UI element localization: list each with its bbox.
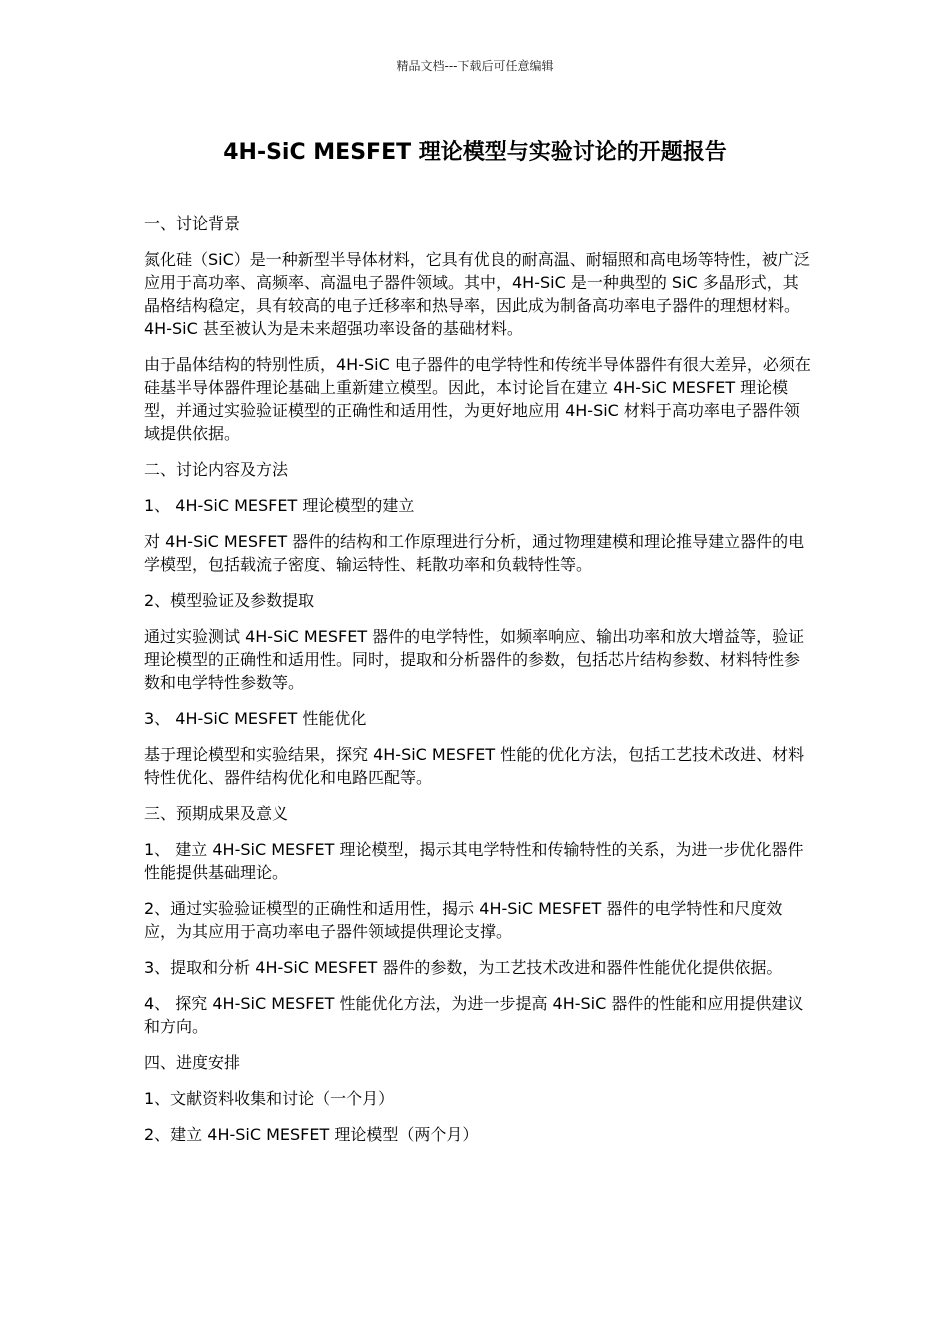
- schedule-item-1: 1、文献资料收集和讨论（一个月）: [144, 1089, 395, 1108]
- section-heading-expected-results: 三、预期成果及意义: [144, 804, 289, 823]
- model-building-paragraph: 对 4H-SiC MESFET 器件的结构和工作原理进行分析，通过物理建模和理论推导建立器件的电学模型，包括载流子密度、输运特性、耗散功率和负载特性等。: [144, 532, 805, 574]
- performance-optimization-paragraph: 基于理论模型和实验结果，探究 4H-SiC MESFET 性能的优化方法，包括工艺技术改进、材料特性优化、器件结构优化和电路匹配等。: [144, 745, 805, 787]
- subheading-model-building: 1、 4H-SiC MESFET 理论模型的建立: [144, 496, 415, 515]
- background-paragraph-2: 由于晶体结构的特别性质，4H-SiC 电子器件的电学特性和传统半导体器件有很大差异，必须在硅基半导体器件理论基础上重新建立模型。因此，本讨论旨在建立 4H-SiC MESFET 理论模型，并通过实验验证模型的正确性和适用性，为更好地应用 4H-SiC 材料于高功率电子器件领域提供依据。: [144, 355, 811, 443]
- model-validation-paragraph: 通过实验测试 4H-SiC MESFET 器件的电学特性，如频率响应、输出功率和放大增益等，验证理论模型的正确性和适用性。同时，提取和分析器件的参数，包括芯片结构参数、材料特性参数和电学特性参数等。: [144, 627, 805, 692]
- expected-result-item-3: 3、提取和分析 4H-SiC MESFET 器件的参数，为工艺技术改进和器件性能优化提供依据。: [144, 958, 783, 977]
- expected-result-item-4: 4、 探究 4H-SiC MESFET 性能优化方法，为进一步提高 4H-SiC 器件的性能和应用提供建议和方向。: [144, 994, 804, 1036]
- page-header-note: 精品文档---下载后可任意编辑: [396, 59, 554, 73]
- expected-result-item-1: 1、 建立 4H-SiC MESFET 理论模型，揭示其电学特性和传输特性的关系，为进一步优化器件性能提供基础理论。: [144, 840, 804, 882]
- schedule-item-2: 2、建立 4H-SiC MESFET 理论模型（两个月）: [144, 1125, 479, 1144]
- section-heading-content-method: 二、讨论内容及方法: [144, 460, 289, 479]
- document-body: [144, 212, 812, 1159]
- section-heading-schedule: 四、进度安排: [144, 1053, 241, 1072]
- background-paragraph-1: 氮化硅（SiC）是一种新型半导体材料，它具有优良的耐高温、耐辐照和高电场等特性，被广泛应用于高功率、高频率、高温电子器件领域。其中，4H-SiC 是一种典型的 SiC 多晶形式，其晶格结构稳定，具有较高的电子迁移率和热导率，因此成为制备高功率电子器件的理想材料。4H-SiC 甚至被认为是未来超强功率设备的基础材料。: [144, 250, 810, 338]
- section-heading-background: 一、讨论背景: [144, 214, 241, 233]
- subheading-performance-optimization: 3、 4H-SiC MESFET 性能优化: [144, 709, 367, 728]
- subheading-model-validation: 2、模型验证及参数提取: [144, 591, 315, 610]
- expected-result-item-2: 2、通过实验验证模型的正确性和适用性，揭示 4H-SiC MESFET 器件的电学特性和尺度效应，为其应用于高功率电子器件领域提供理论支撑。: [144, 899, 783, 941]
- document-title: 4H-SiC MESFET 理论模型与实验讨论的开题报告: [223, 140, 727, 165]
